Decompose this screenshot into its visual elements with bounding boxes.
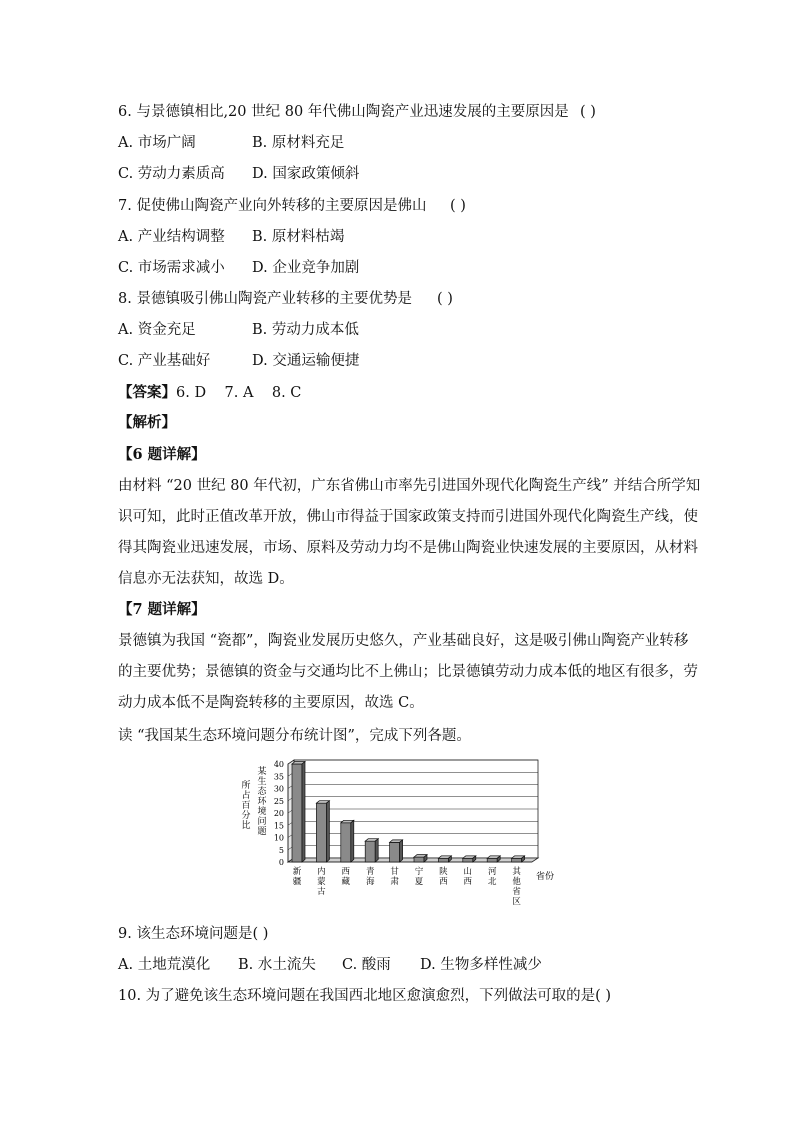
svg-text:青: 青 — [365, 867, 375, 877]
svg-text:宁: 宁 — [414, 867, 424, 877]
question-9-stem: 9. 该生态环境问题是( ) — [118, 926, 269, 942]
chart-bar — [341, 820, 354, 862]
svg-text:肃: 肃 — [390, 877, 399, 887]
q7-analysis-line: 景德镇为我国 “瓷都”，陶瓷业发展历史悠久，产业基础良好，这是吸引佛山陶瓷产业转移 — [118, 633, 689, 649]
bar-side — [326, 801, 329, 862]
chart-bar — [316, 801, 329, 862]
question-8-option-b: B. 劳动力成本低 — [252, 322, 359, 338]
x-tick-label — [390, 866, 399, 887]
svg-text:甘: 甘 — [390, 867, 399, 877]
question-9-option-c: C. 酸雨 — [342, 957, 391, 973]
bar-front — [292, 764, 302, 862]
y-tick-label: 0 — [278, 858, 284, 867]
question-6-option-b: B. 原材料充足 — [252, 135, 345, 151]
svg-text:生: 生 — [257, 777, 267, 787]
svg-text:环: 环 — [257, 797, 267, 807]
chart-intro: 读 “我国某生态环境问题分布统计图”，完成下列各题。 — [118, 728, 471, 744]
svg-text:夏: 夏 — [414, 877, 424, 887]
chart-bar — [390, 840, 403, 862]
x-tick-label — [317, 866, 326, 897]
question-7-option-a: A. 产业结构调整 — [118, 229, 225, 245]
q6-analysis-line: 得其陶瓷业迅速发展，市场、原料及劳动力均不是佛山陶瓷业快速发展的主要原因，从材料 — [118, 540, 698, 556]
svg-text:所: 所 — [241, 781, 251, 791]
chart-bar — [414, 855, 427, 862]
question-6-text: 6. 与景德镇相比,20 世纪 80 年代佛山陶瓷产业迅速发展的主要原因是 — [118, 104, 569, 120]
svg-text:西: 西 — [341, 867, 351, 877]
y-tick-label: 25 — [273, 796, 284, 806]
q7-analysis-paragraph — [118, 631, 698, 724]
y-tick-label: 20 — [273, 809, 284, 818]
svg-text:山: 山 — [463, 867, 473, 877]
bar-side — [375, 839, 378, 862]
svg-text:古: 古 — [317, 887, 326, 897]
svg-text:比: 比 — [241, 821, 251, 831]
question-7-option-c: C. 市场需求减小 — [118, 260, 225, 276]
svg-text:问: 问 — [257, 817, 267, 827]
bar-front — [390, 842, 400, 862]
question-10-stem: 10. 为了避免该生态环境问题在我国西北地区愈演愈烈，下列做法可取的是( ) — [118, 988, 612, 1004]
bar-front — [438, 858, 448, 862]
bar-front — [365, 841, 375, 862]
chart-bar — [292, 762, 305, 863]
svg-text:西: 西 — [463, 877, 473, 887]
q6-analysis-line: 由材料 “20 世纪 80 年代初，广东省佛山市率先引进国外现代化陶瓷生产线” 并结合所学知 — [118, 478, 701, 494]
question-7-stem: 7. 促使佛山陶瓷产业向外转移的主要原因是佛山 — [118, 198, 427, 214]
svg-text:陕: 陕 — [439, 867, 448, 877]
y-tick-label: 5 — [278, 845, 284, 855]
q6-analysis-heading: 【6 题详解】 — [118, 446, 206, 463]
svg-text:藏: 藏 — [341, 877, 351, 887]
question-8-option-a: A. 资金充足 — [118, 322, 196, 338]
question-8-stem: 8. 景德镇吸引佛山陶瓷产业转移的主要优势是 — [118, 291, 412, 307]
x-tick-label — [342, 867, 351, 887]
svg-text:他: 他 — [512, 877, 521, 887]
chart-bar — [365, 839, 378, 862]
x-tick-label — [415, 866, 424, 887]
svg-text:区: 区 — [512, 897, 521, 907]
question-6-stem — [118, 102, 569, 122]
bar-side — [351, 820, 354, 862]
question-6-paren: ( ) — [580, 104, 596, 120]
bar-front — [487, 858, 497, 862]
svg-text:境: 境 — [257, 807, 267, 817]
svg-text:态: 态 — [257, 787, 267, 797]
q6-analysis-line: 信息亦无法获知，故选 D。 — [118, 571, 294, 587]
bar-chart — [232, 756, 562, 916]
chart-x-ticks — [293, 866, 522, 907]
svg-text:占: 占 — [241, 791, 251, 801]
bar-front — [341, 823, 351, 862]
answer-text: 6. D 7. A 8. C — [176, 385, 302, 401]
chart-bar — [463, 856, 476, 862]
bar-front — [463, 858, 473, 862]
bar-front — [316, 803, 326, 862]
svg-text:北: 北 — [487, 877, 497, 887]
question-9-option-b: B. 水土流失 — [238, 957, 316, 973]
question-6-option-a: A. 市场广阔 — [118, 135, 196, 151]
q6-analysis-paragraph — [118, 476, 701, 600]
answer-label: 【答案】 — [118, 384, 176, 401]
svg-text:新: 新 — [292, 867, 302, 877]
question-7-option-b: B. 原材料枯竭 — [252, 229, 345, 245]
y-tick-label: 15 — [273, 821, 284, 831]
y-tick-label: 30 — [273, 784, 284, 794]
svg-text:省: 省 — [512, 887, 521, 897]
y-tick-label: 40 — [273, 760, 284, 769]
svg-text:疆: 疆 — [292, 877, 302, 887]
q7-analysis-line: 的主要优势；景德镇的资金与交通均比不上佛山；比景德镇劳动力成本低的地区有很多，劳 — [118, 664, 698, 680]
answer-line — [118, 383, 301, 403]
svg-text:蒙: 蒙 — [317, 877, 326, 887]
question-8-option-c: C. 产业基础好 — [118, 353, 211, 369]
x-tick-label — [512, 866, 521, 907]
chart-bar — [438, 856, 451, 862]
q7-analysis-heading: 【7 题详解】 — [118, 601, 206, 618]
chart-bar — [487, 856, 500, 862]
q7-analysis-line: 动力成本低不是陶瓷转移的主要原因，故选 C。 — [118, 695, 424, 711]
x-tick-label — [488, 867, 497, 887]
bar-side — [400, 840, 403, 862]
bar-front — [512, 858, 522, 862]
analysis-label: 【解析】 — [118, 414, 176, 431]
question-7-option-d: D. 企业竞争加剧 — [252, 260, 360, 276]
y-tick-label: 10 — [273, 833, 284, 843]
q6-analysis-line: 识可知，此时正值改革开放，佛山市得益于国家政策支持而引进国外现代化陶瓷生产线，使 — [118, 509, 698, 525]
x-tick-label — [366, 866, 375, 887]
svg-text:其: 其 — [512, 867, 521, 877]
svg-text:内: 内 — [317, 867, 326, 877]
svg-text:西: 西 — [439, 877, 448, 887]
question-6-option-c: C. 劳动力素质高 — [118, 166, 225, 182]
svg-text:海: 海 — [365, 877, 375, 887]
x-tick-label — [439, 866, 448, 887]
chart-bar — [512, 856, 525, 862]
svg-text:河: 河 — [487, 867, 497, 877]
svg-text:分: 分 — [241, 811, 251, 821]
question-7-paren: ( ) — [450, 198, 466, 214]
question-6-option-d: D. 国家政策倾斜 — [252, 166, 360, 182]
bar-side — [302, 762, 305, 863]
y-tick-label: 35 — [273, 772, 284, 782]
x-tick-label — [293, 866, 302, 887]
chart-x-label: 省份 — [536, 872, 555, 882]
chart-y-label — [241, 765, 267, 837]
bar-front — [414, 857, 424, 862]
svg-text:题: 题 — [257, 827, 267, 837]
question-8-paren: ( ) — [437, 291, 453, 307]
svg-text:百: 百 — [241, 801, 251, 811]
chart-y-ticks — [274, 760, 284, 867]
question-9-option-d: D. 生物多样性减少 — [420, 957, 542, 973]
x-tick-label — [464, 866, 473, 887]
question-8-option-d: D. 交通运输便捷 — [252, 353, 360, 369]
svg-text:某: 某 — [257, 767, 267, 777]
question-9-option-a: A. 土地荒漠化 — [118, 957, 211, 973]
